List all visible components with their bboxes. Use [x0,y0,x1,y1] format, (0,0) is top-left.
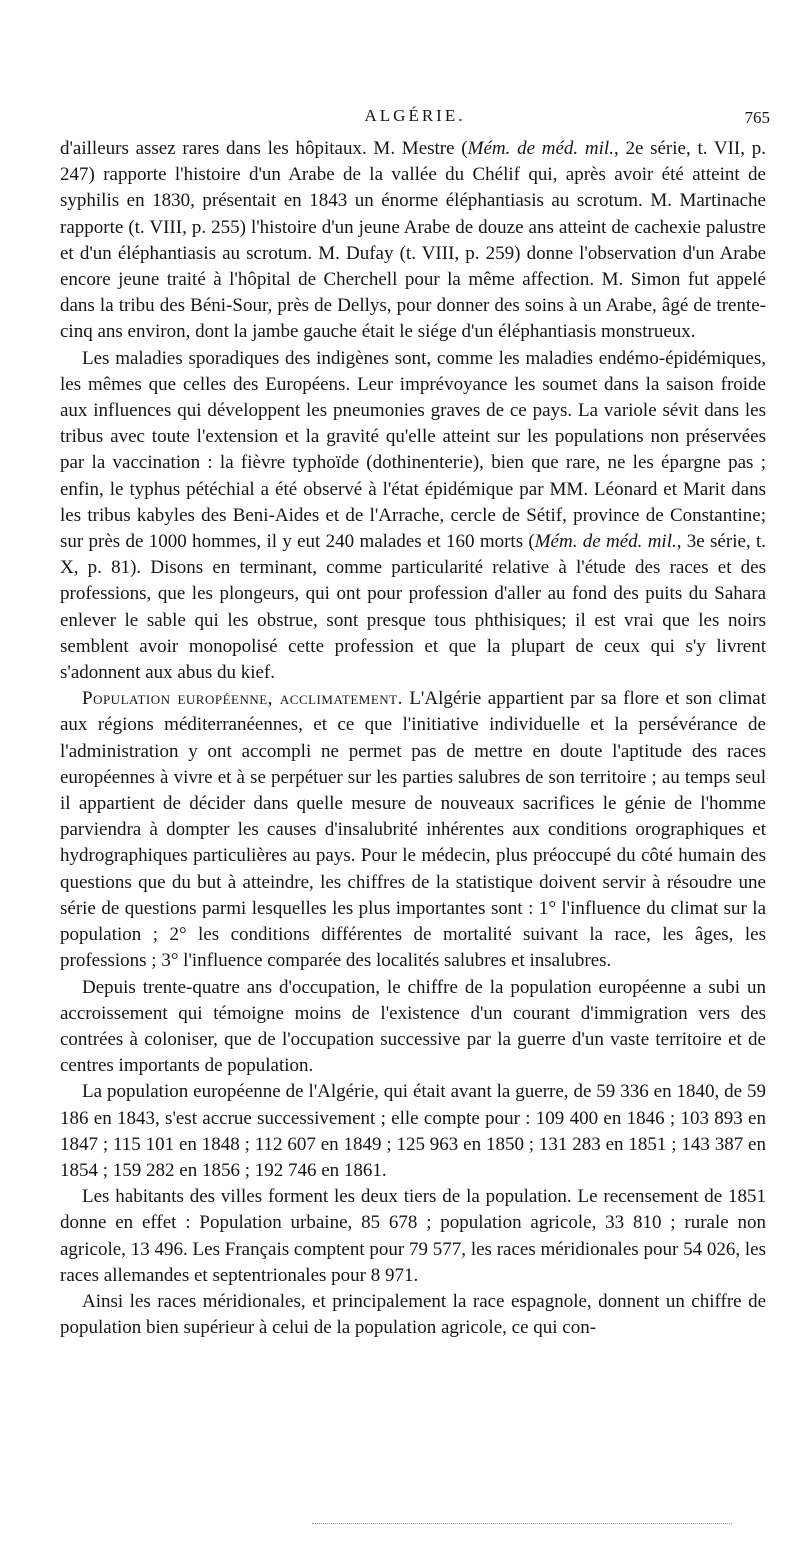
paragraph [60,1289,766,1341]
paragraph-text: Les maladies sporadiques des indigènes sont, comme les maladies endémo-épidémiques, les mêmes que celles des Européens. Leur imprévoyance les soumet dans la saison froide aux influences qui développent les pneumonies graves de ce pays. La variole sévit dans les tribus avec toute l'extension et la gravité qu'elle atteint sur les populations non préservées par la vaccination : la fièvre typhoïde (dothinenterie), bien que rare, ne les épargne pas ; enfin, le typhus pétéchial a été observé à l'état épidémique par MM. Léonard et Marit dans les tribus kabyles des Beni-Aides et de l'Arrache, cercle de Sétif, province de Constantine; sur près de 1000 hommes, il y eut 240 malades et 160 morts ( [60,347,766,553]
paragraph-text: Ainsi les races méridionales, et principalement la race espagnole, donnent un chiffre de population bien supérieur à celui de la population agricole, ce qui con- [60,1290,766,1339]
running-title: ALGÉRIE. [364,106,466,125]
paragraph-text: L'Algérie appartient par sa flore et son climat aux régions méditerranéennes, et ce que l'initiative individuelle et la persévérance de l'administration y ont accompli ne permet pas de mettre en doute l'aptitude des races européennes à vivre et à se perpétuer sur les parties salubres de son territoire ; au temps seul il appartient de décider dans quelle mesure de nouveaux sacrifices le génie de l'homme parviendra à dompter les causes d'insalubrité inhérentes aux conditions orographiques et hydrographiques particulières au pays. Pour le médecin, plus préoccupé du côté humain des questions que du but à atteindre, les chiffres de la statistique doivent servir à résoudre une série de questions parmi lesquelles les plus importantes sont : 1° l'influence du climat sur la population ; 2° les conditions différentes de mortalité suivant la race, les âges, les professions ; 3° l'influence comparée des localités salubres et insalubres. [60,688,766,972]
paragraph-text: Depuis trente-quatre ans d'occupation, le chiffre de la population européenne a subi un accroissement qui témoigne moins de l'existence d'un courant d'immigration vers des contrées à coloniser, que de l'occupation successive par la guerre d'un vaste territoire et de centres importants de population. [60,976,766,1077]
body-text [60,136,766,1341]
paragraph-text: La population européenne de l'Algérie, qui était avant la guerre, de 59 336 en 1840, de 59 186 en 1843, s'est accrue successivement ; elle compte pour : 109 400 en 1846 ; 103 893 en 1847 ; 115 101 en 1848 ; 112 607 en 1849 ; 125 963 en 1850 ; 131 283 en 1851 ; 143 387 en 1854 ; 159 282 en 1856 ; 192 746 en 1861. [60,1081,766,1181]
paragraph [60,975,766,1080]
paragraph [60,346,766,687]
paragraph-text: , 3e série, t. X, p. 81). Disons en terminant, comme particularité relative à l'étude des races et des professions, que les plongeurs, qui ont pour profession d'aller au fond des puits du Sahara enlever le sable qui les obstrue, sont presque tous phthisiques; il est vrai que les noirs semblent avoir monopolisé cette profession et que la plupart de ceux qui s'y livrent s'adonnent aux abus du kief. [60,531,766,684]
page-header [60,102,770,132]
paragraph-text: Les habitants des villes forment les deux tiers de la population. Le recensement de 1851 donne en effet : Population urbaine, 85 678 ; population agricole, 33 810 ; rurale non agricole, 13 496. Les Français comptent pour 79 577, les races méridionales pour 54 026, les races allemandes et septentrionales pour 8 971. [60,1186,766,1286]
paragraph [60,686,766,974]
paragraph-text: , 2e série, t. VII, p. 247) rapporte l'histoire d'un Arabe de la vallée du Chélif qui, après avoir été atteint de syphilis en 1830, présentait en 1843 un énorme éléphantiasis au scrotum. M. Martinache rapporte (t. VIII, p. 255) l'histoire d'un jeune Arabe de douze ans atteint de cachexie palustre et d'un éléphantiasis au scrotum. M. Dufay (t. VIII, p. 259) donne l'observation d'un Arabe encore jeune traité à l'hôpital de Cherchell pour la même affection. M. Simon fut appelé dans la tribu des Béni-Sour, près de Dellys, pour donner des soins à un Arabe, âgé de trente-cinq ans environ, dont la jambe gauche était le siége d'un éléphantiasis monstrueux. [60,138,766,343]
journal-citation: Mém. de méd. mil. [467,138,614,159]
footer-rule [312,1523,732,1524]
paragraph-text: d'ailleurs assez rares dans les hôpitaux. M. Mestre ( [60,138,468,159]
page-number: 765 [744,108,770,127]
paragraph [60,136,766,346]
paragraph [60,1184,766,1289]
journal-citation: Mém. de méd. mil. [534,531,677,553]
section-heading: Population européenne, acclimatement. [82,688,403,710]
paragraph [60,1079,766,1184]
